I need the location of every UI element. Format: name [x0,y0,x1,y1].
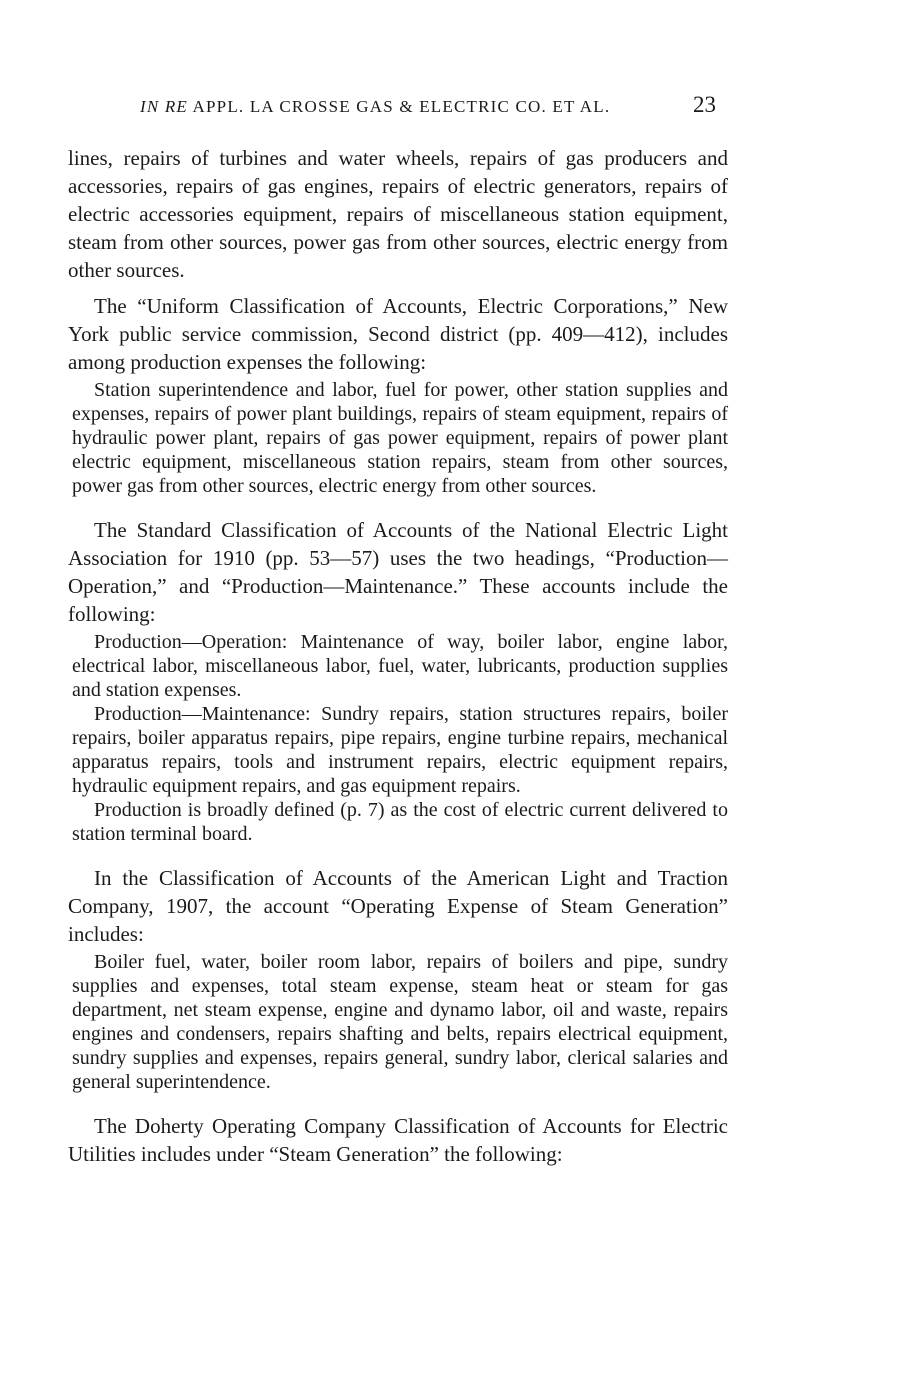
paragraph-doherty-classification: The Doherty Operating Company Classification of Accounts for Electric Utilities includes under “Steam Generation” the following: [68,1114,728,1166]
paragraph-american-light-traction: In the Classification of Accounts of the American Light and Traction Company, 1907, the account “Operating Expense of Steam Generation” includes: [68,866,728,946]
quote-ny-production-expenses: Station superintendence and labor, fuel for power, other station supplies and expenses, repairs of power plant buildings, repairs of steam equipment, repairs of hydraulic power plant, repairs of gas power equipment, repairs of power plant electric equipment, miscellaneous station repairs, steam from other sources, power gas from other sources, electric energy from other sources. [72,379,728,497]
quote-production-operation: Production—Operation: Maintenance of way, boiler labor, engine labor, electrical labor, miscellaneous labor, fuel, water, lubricants, production supplies and station expenses. [72,631,728,701]
page-number: 23 [693,92,716,117]
continued-paragraph: lines, repairs of turbines and water wheels, repairs of gas producers and accessories, repairs of gas engines, repairs of electric generators, repairs of electric accessories equipment, repairs of miscellaneous station equipment, steam from other sources, power gas from other sources, electric energy from other sources. [68,146,728,282]
paragraph-nela-classification: The Standard Classification of Accounts of the National Electric Light Association for 1910 (pp. 53—57) uses the two headings, “Production—Operation,” and “Production—Maintenance.” These accounts include the following: [68,518,728,626]
quote-steam-generation-expense: Boiler fuel, water, boiler room labor, repairs of boilers and pipe, sundry supplies and expenses, total steam expense, steam heat or steam for gas department, net steam expense, engine and dynamo labor, oil and waste, repairs engines and condensers, repairs shafting and belts, repairs electrical equipment, sundry supplies and expenses, repairs general, sundry labor, clerical salaries and general superintendence. [72,951,728,1093]
quote-production-definition: Production is broadly defined (p. 7) as the cost of electric current delivered to station terminal board. [72,799,728,845]
running-head [68,92,728,118]
paragraph-ny-classification: The “Uniform Classification of Accounts, Electric Corporations,” New York public service commission, Second district (pp. 409—412), includes among production expenses the following: [68,294,728,374]
quote-production-maintenance: Production—Maintenance: Sundry repairs, station structures repairs, boiler repairs, boiler apparatus repairs, pipe repairs, engine turbine repairs, mechanical apparatus repairs, tools and instrument repairs, electric equipment repairs, hydraulic equipment repairs, and gas equipment repairs. [72,703,728,797]
running-title [140,97,610,117]
running-title-italic: IN RE [140,97,189,116]
running-title-text: APPL. LA CROSSE GAS & ELECTRIC CO. ET AL. [188,97,611,116]
document-page [68,92,728,1168]
